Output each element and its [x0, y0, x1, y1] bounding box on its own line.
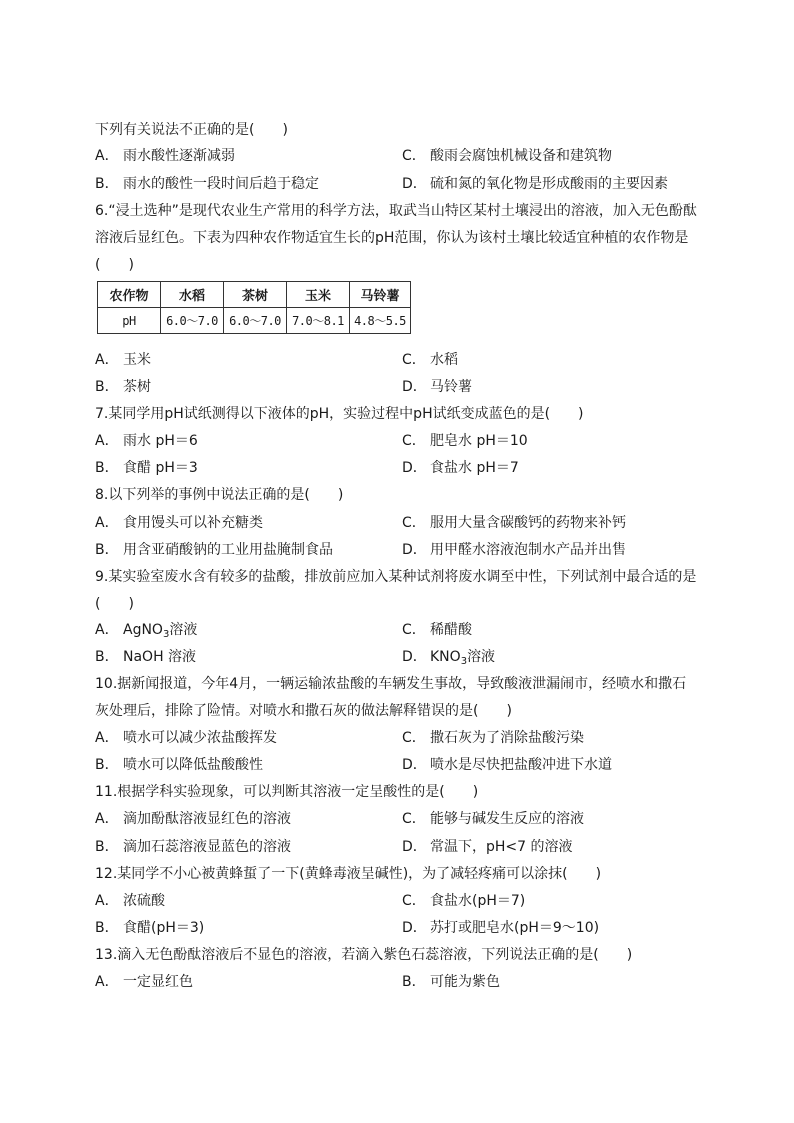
option-b: B． 可能为紫色: [402, 974, 500, 990]
option-a: A． 一定显红色: [95, 974, 193, 990]
option-a: A． 雨水 pH＝6: [95, 433, 198, 449]
table-cell: 茶树: [224, 282, 287, 308]
question-10-line-2: 灰处理后，排除了险情。对喷水和撒石灰的做法解释错误的是( ): [95, 703, 512, 719]
question-9-line-1: 9.某实验室废水含有较多的盐酸，排放前应加入某种试剂将废水调至中性，下列试剂中最合适的是: [95, 569, 697, 585]
option-d: D． 硫和氮的氧化物是形成酸雨的主要因素: [402, 176, 668, 192]
option-c: C． 酸雨会腐蚀机械设备和建筑物: [402, 148, 612, 164]
question-text: 下列有关说法不正确的是( ): [95, 122, 288, 138]
table-cell: pH: [98, 308, 161, 334]
option-a: A． 食用馒头可以补充糖类: [95, 515, 263, 531]
question-6-line-1: 6.“浸土选种”是现代农业生产常用的科学方法，取武当山特区某村土壤浸出的溶液，加入无色酚酞: [95, 203, 697, 219]
option-a: A． AgNO$_3$溶液: [95, 622, 198, 640]
question-9-line-2: ( ): [95, 596, 134, 612]
option-a: A． 滴加酚酞溶液显红色的溶液: [95, 811, 291, 827]
question-13-text: 13.滴入无色酚酞溶液后不显色的溶液，若滴入紫色石蕊溶液，下列说法正确的是( ): [95, 947, 633, 963]
option-b: B． NaOH 溶液: [95, 649, 197, 665]
option-b: B． 食醋 pH＝3: [95, 460, 198, 476]
question-6-line-2: 溶液后显红色。下表为四种农作物适宜生长的pH范围，你认为该村土壤比较适宜种植的农作物是: [95, 230, 689, 246]
table-cell: 水稻: [161, 282, 224, 308]
table-cell: 马铃薯: [350, 282, 411, 308]
option-c: C． 能够与碱发生反应的溶液: [402, 811, 584, 827]
table-row: [98, 308, 411, 334]
table-cell: 6.0～7.0: [224, 308, 287, 334]
option-a: A． 玉米: [95, 352, 151, 368]
option-d: D． 食盐水 pH＝7: [402, 460, 519, 476]
option-a: A． 浓硫酸: [95, 893, 165, 909]
option-d: D． 马铃薯: [402, 379, 472, 395]
table-cell: 玉米: [287, 282, 350, 308]
option-b: B． 用含亚硝酸钠的工业用盐腌制食品: [95, 542, 333, 558]
option-c: C． 肥皂水 pH＝10: [402, 433, 528, 449]
option-d: D． 苏打或肥皂水(pH＝9～10): [402, 920, 600, 936]
option-d: D． 喷水是尽快把盐酸冲进下水道: [402, 757, 612, 773]
option-c: C． 水稻: [402, 352, 458, 368]
question-10-line-1: 10.据新闻报道，今年4月，一辆运输浓盐酸的车辆发生事故，导致酸液泄漏闹市，经喷水和撒石: [95, 676, 687, 692]
option-d: D． 常温下，pH<7 的溶液: [402, 839, 573, 855]
option-b: B． 食醋(pH＝3): [95, 920, 205, 936]
option-b: B． 喷水可以降低盐酸酸性: [95, 757, 263, 773]
option-b: B． 雨水的酸性一段时间后趋于稳定: [95, 176, 319, 192]
table-cell: 农作物: [98, 282, 161, 308]
option-c: C． 稀醋酸: [402, 622, 472, 638]
table-header-row: [98, 282, 411, 308]
option-c: C． 服用大量含碳酸钙的药物来补钙: [402, 515, 626, 531]
option-a: A． 喷水可以减少浓盐酸挥发: [95, 730, 277, 746]
option-d: D． $KNO_3$溶液: [402, 649, 496, 667]
table-cell: 7.0～8.1: [287, 308, 350, 334]
option-b: B． 茶树: [95, 379, 151, 395]
question-7-text: 7.某同学用pH试纸测得以下液体的pH，实验过程中pH试纸变成蓝色的是( ): [95, 406, 584, 422]
table-cell: 6.0～7.0: [161, 308, 224, 334]
option-c: C． 食盐水(pH＝7): [402, 893, 526, 909]
option-d: D． 用甲醛水溶液泡制水产品并出售: [402, 542, 626, 558]
option-b: B． 滴加石蕊溶液显蓝色的溶液: [95, 839, 291, 855]
question-12-text: 12.某同学不小心被黄蜂蜇了一下(黄蜂毒液呈碱性)，为了减轻疼痛可以涂抹( ): [95, 866, 602, 882]
question-11-text: 11.根据学科实验现象，可以判断其溶液一定呈酸性的是( ): [95, 784, 479, 800]
table-cell: 4.8～5.5: [350, 308, 411, 334]
option-a: A． 雨水酸性逐渐减弱: [95, 148, 235, 164]
question-8-text: 8.以下列举的事例中说法正确的是( ): [95, 487, 344, 503]
ph-range-table: [97, 281, 411, 334]
option-c: C． 撒石灰为了消除盐酸污染: [402, 730, 584, 746]
question-6-line-3: ( ): [95, 257, 134, 273]
